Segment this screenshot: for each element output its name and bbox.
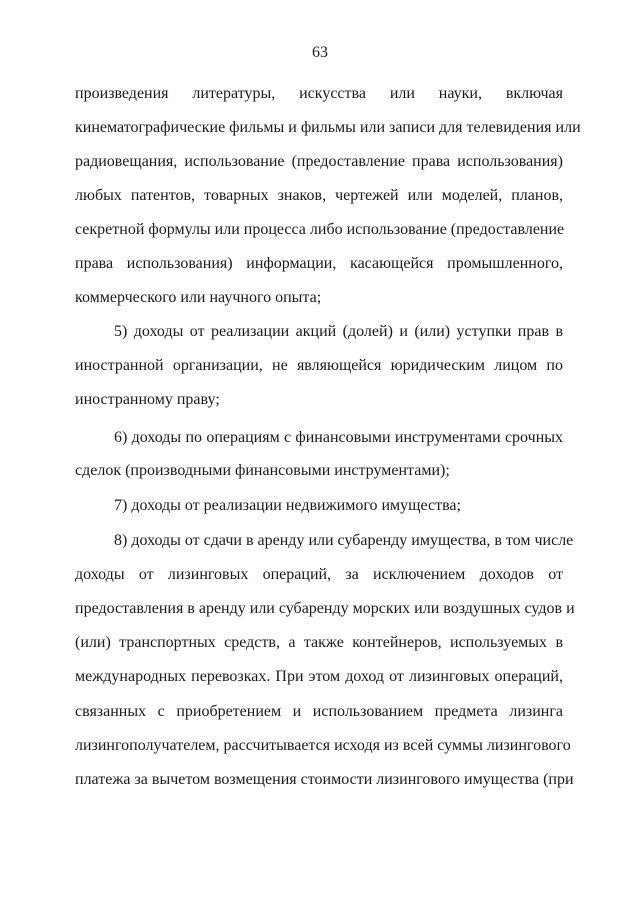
- text-line: доходы от лизинговых операций, за исключением доходов от: [75, 566, 563, 583]
- text-line: предоставления в аренду или субаренду морских или воздушных судов и: [75, 600, 575, 617]
- text-line: любых патентов, товарных знаков, чертежей или моделей, планов,: [75, 187, 563, 204]
- page-number: 63: [312, 44, 328, 61]
- text-line: международных перевозках. При этом доход от лизинговых операций,: [75, 668, 563, 685]
- text-line: права использования) информации, касающейся промышленного,: [75, 255, 563, 272]
- text-line: (или) транспортных средств, а также контейнеров, используемых в: [75, 634, 563, 651]
- text-line: лизингополучателем, рассчитывается исходя из всей суммы лизингового: [75, 737, 571, 754]
- text-line: иностранному праву;: [75, 391, 220, 408]
- text-line: кинематографические фильмы и фильмы или записи для телевидения или: [75, 119, 581, 136]
- text-line: секретной формулы или процесса либо использование (предоставление: [75, 221, 565, 238]
- text-line: радиовещания, использование (предоставление права использования): [75, 153, 563, 170]
- paragraph-first-line: 7) доходы от реализации недвижимого имущества;: [114, 497, 461, 514]
- paragraph-first-line: 5) доходы от реализации акций (долей) и (или) уступки прав в: [114, 323, 563, 340]
- text-line: связанных с приобретением и использованием предмета лизинга: [75, 703, 563, 720]
- paragraph-first-line: 6) доходы по операциям с финансовыми инструментами срочных: [114, 429, 563, 446]
- paragraph-first-line: 8) доходы от сдачи в аренду или субаренду имущества, в том числе: [114, 532, 574, 549]
- text-line: коммерческого или научного опыта;: [75, 289, 322, 306]
- text-line: платежа за вычетом возмещения стоимости лизингового имущества (при: [75, 771, 574, 788]
- text-line: иностранной организации, не являющейся юридическим лицом по: [75, 357, 563, 374]
- text-line: произведения литературы, искусства или науки, включая: [75, 85, 563, 102]
- text-line: сделок (производными финансовыми инструментами);: [75, 462, 450, 479]
